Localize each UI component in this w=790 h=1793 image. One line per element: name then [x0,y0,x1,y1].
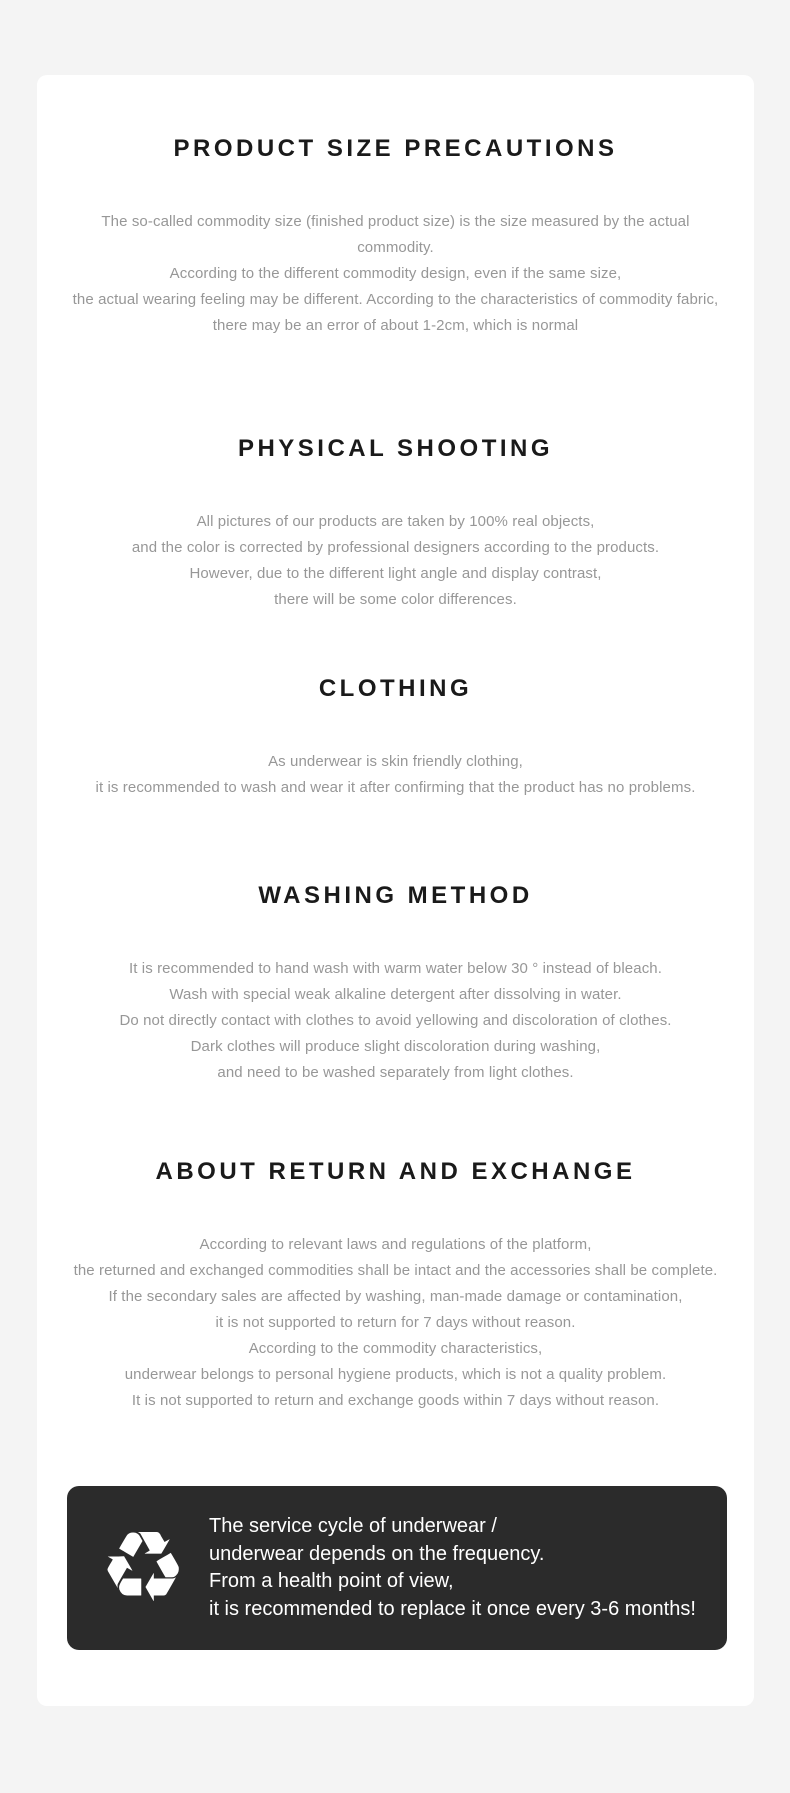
paragraph-line: it is not supported to return for 7 days without reason. [215,1314,576,1331]
section-about-return-and-exchange [65,1156,726,1414]
paragraph-line: underwear belongs to personal hygiene products, which is not a quality problem. [124,1366,667,1383]
paragraph-line: it is recommended to wash and wear it after confirming that the product has no problems. [95,779,696,796]
section-clothing [65,673,726,801]
paragraph-line: According to relevant laws and regulations of the platform, [199,1236,592,1253]
paragraph-line: there may be an error of about 1-2cm, which is normal [212,317,579,334]
paragraph-line: It is recommended to hand wash with warm water below 30 ° instead of bleach. [128,960,663,977]
paragraph-line: Dark clothes will produce slight discoloration during washing, [190,1038,601,1055]
notice-line: underwear depends on the frequency. [209,1542,545,1565]
section-title: WASHING METHOD [258,882,533,909]
product-info-card [37,75,754,1706]
recycle-icon: ♻ [99,1511,187,1625]
section-title: ABOUT RETURN AND EXCHANGE [155,1158,636,1185]
notice-text [209,1513,696,1623]
paragraph-line: the returned and exchanged commodities shall be intact and the accessories shall be complete. [73,1262,718,1279]
paragraph-line: the actual wearing feeling may be different. According to the characteristics of commodity fabric, [72,291,719,308]
notice-line: The service cycle of underwear / [209,1515,497,1537]
section-product-size-precautions [65,133,726,339]
paragraph-line: However, due to the different light angle and display contrast, [189,565,602,582]
section-paragraph [65,509,726,613]
paragraph-line: and the color is corrected by professional designers according to the products. [131,539,660,556]
paragraph-line: Do not directly contact with clothes to avoid yellowing and discoloration of clothes. [119,1012,672,1029]
paragraph-line: It is not supported to return and exchange goods within 7 days without reason. [131,1392,660,1409]
section-title: CLOTHING [318,675,473,702]
section-paragraph [65,956,726,1086]
section-washing-method [65,880,726,1086]
section-paragraph [65,1232,726,1414]
notice-line: it is recommended to replace it once every 3-6 months! [209,1597,696,1620]
paragraph-line: If the secondary sales are affected by washing, man-made damage or contamination, [108,1288,683,1305]
paragraph-line: As underwear is skin friendly clothing, [268,753,523,770]
paragraph-line: The so-called commodity size (finished product size) is the size measured by the actual commodity. [101,213,690,256]
section-title: PHYSICAL SHOOTING [237,435,554,462]
section-paragraph [65,749,726,801]
paragraph-line: Wash with special weak alkaline detergent after dissolving in water. [169,986,622,1003]
paragraph-line: According to the different commodity design, even if the same size, [169,265,622,282]
section-title: PRODUCT SIZE PRECAUTIONS [173,135,618,162]
paragraph-line: According to the commodity characteristics, [248,1340,543,1357]
paragraph-line: there will be some color differences. [274,591,517,608]
paragraph-line: All pictures of our products are taken by 100% real objects, [196,513,595,530]
recycle-notice-banner [67,1486,727,1650]
section-paragraph [65,209,726,339]
notice-line: From a health point of view, [209,1570,454,1592]
section-physical-shooting [65,433,726,613]
paragraph-line: and need to be washed separately from light clothes. [217,1064,574,1081]
